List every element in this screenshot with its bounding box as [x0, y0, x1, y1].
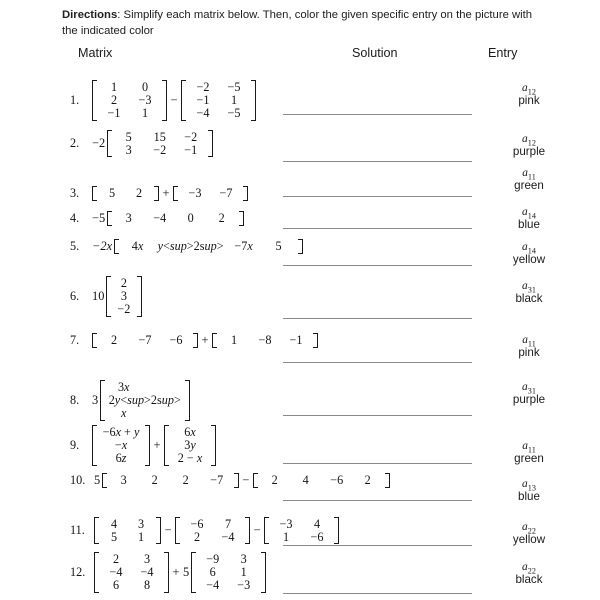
- right-bracket: [313, 333, 318, 347]
- matrix-bracket-group: [92, 333, 198, 347]
- scalar-multiplier: −2x: [92, 239, 113, 253]
- right-bracket: [211, 425, 216, 466]
- matrix-row: [99, 452, 144, 465]
- problem-row: [70, 80, 256, 121]
- entry-subscript-notation: $a_{31}$: [522, 280, 536, 295]
- matrix-cell: 2y<sup>2sup>: [108, 392, 181, 407]
- matrix-cell: 5: [110, 529, 118, 544]
- problem-expression: [92, 239, 303, 254]
- matrix-row: [197, 579, 259, 592]
- operator-symbol: −: [253, 523, 261, 538]
- matrix-row: [219, 334, 312, 347]
- problem-row: [70, 186, 248, 201]
- problem-expression: [92, 130, 213, 157]
- matrix-cell: −2: [117, 301, 131, 316]
- matrix-row: [112, 277, 135, 290]
- right-bracket: [162, 80, 167, 121]
- matrix-cell: 4x: [131, 238, 144, 253]
- matrix-cell: 5: [275, 238, 282, 253]
- matrix-cell: 2: [110, 332, 118, 347]
- entry-color-label: pink: [518, 94, 540, 107]
- directions-block: [62, 8, 540, 39]
- entry-subscript-notation: $a_{11}$: [522, 440, 536, 455]
- entry-color-label: green: [514, 452, 544, 465]
- matrix-row: [197, 566, 259, 579]
- matrix-row: [99, 334, 192, 347]
- matrix-cell: 1: [230, 332, 238, 347]
- entry-color-label: blue: [518, 218, 540, 231]
- matrix-row: [99, 187, 153, 200]
- right-bracket: [137, 276, 142, 317]
- entry-subscript-notation: $a_{13}$: [522, 478, 536, 493]
- entry-subscript-notation: $a_{14}$: [522, 241, 536, 256]
- matrix-cells: [97, 425, 145, 466]
- matrix-cells: [111, 276, 137, 317]
- matrix-cell: 0: [187, 210, 194, 225]
- matrix-row: [101, 553, 163, 566]
- matrix-bracket-group: [175, 517, 250, 544]
- matrix-cell: 2: [112, 551, 120, 566]
- entry-item: [470, 478, 588, 504]
- matrix-cells: [97, 333, 193, 347]
- operator-symbol: +: [153, 437, 161, 452]
- right-bracket: [298, 239, 303, 253]
- entry-item: [470, 82, 588, 108]
- matrix-cell: −1: [107, 105, 121, 120]
- solution-answer-line[interactable]: [283, 500, 472, 501]
- entry-item: [470, 241, 588, 267]
- problem-number: 2.: [70, 136, 80, 151]
- matrix-cell: −9: [206, 551, 220, 566]
- matrix-bracket-group: [102, 473, 239, 487]
- matrix-cells: [105, 380, 185, 421]
- matrix-row: [108, 474, 232, 487]
- matrix-cell: −4: [109, 564, 123, 579]
- matrix-cell: 2: [120, 275, 127, 290]
- matrix-cells: [186, 80, 251, 121]
- matrix-cell: −5: [227, 79, 241, 94]
- matrix-cell: −2: [184, 129, 198, 144]
- matrix-cell: −6: [310, 529, 324, 544]
- problem-expression: [94, 473, 390, 488]
- matrix-bracket-group: [173, 186, 248, 200]
- matrix-cell: 5: [108, 185, 116, 200]
- matrix-row: [188, 107, 250, 120]
- right-bracket: [145, 425, 150, 466]
- right-bracket: [156, 517, 161, 544]
- matrix-cell: 2: [151, 472, 158, 487]
- matrix-cell: −7: [210, 472, 224, 487]
- problem-row: [70, 333, 318, 348]
- matrix-cell: 2: [110, 92, 118, 107]
- problem-row: [70, 552, 266, 593]
- right-bracket: [164, 552, 169, 593]
- matrix-cells: [196, 552, 261, 593]
- matrix-cell: −4: [221, 529, 235, 544]
- matrix-cells: [269, 517, 334, 544]
- problem-expression: [92, 186, 248, 201]
- matrix-bracket-group: [92, 186, 159, 200]
- matrix-row: [171, 439, 210, 452]
- problem-number: 9.: [70, 437, 80, 452]
- entry-color-label: pink: [518, 346, 540, 359]
- operator-symbol: +: [162, 186, 170, 200]
- matrix-bracket-group: [212, 333, 318, 347]
- matrix-cells: [112, 211, 239, 225]
- matrix-row: [101, 566, 163, 579]
- matrix-cell: 3: [125, 210, 132, 225]
- solution-answer-line[interactable]: [283, 196, 472, 197]
- entry-subscript-notation: $a_{22}$: [522, 521, 536, 536]
- matrix-cell: 2: [135, 185, 143, 200]
- matrix-bracket-group: [264, 517, 339, 544]
- matrix-cells: [119, 239, 298, 253]
- matrix-row: [120, 240, 296, 253]
- entry-subscript-notation: $a_{11}$: [522, 167, 536, 182]
- scalar-multiplier: 5: [183, 564, 190, 579]
- matrix-cell: 1: [141, 105, 149, 120]
- matrix-cell: −3: [138, 92, 152, 107]
- matrix-bracket-group: [114, 239, 303, 253]
- matrix-cell: 8: [143, 577, 151, 592]
- problem-expression: [92, 333, 318, 348]
- matrix-cell: 7: [224, 516, 232, 531]
- matrix-cell: −6: [190, 516, 204, 531]
- matrix-row: [99, 81, 161, 94]
- right-bracket: [334, 517, 339, 544]
- matrix-row: [112, 290, 135, 303]
- problem-number: 4.: [70, 211, 80, 225]
- matrix-cell: 4: [313, 516, 321, 531]
- matrix-cell: 1: [110, 79, 118, 94]
- matrix-cell: 4: [110, 516, 118, 531]
- matrix-cell: 1: [282, 529, 290, 544]
- problem-row: [70, 130, 213, 157]
- matrix-bracket-group: [181, 80, 256, 121]
- problem-number: 5.: [70, 239, 80, 253]
- matrix-cell: 15: [153, 129, 166, 144]
- matrix-cell: 2 − x: [177, 450, 203, 465]
- problem-expression: [94, 552, 266, 593]
- matrix-row: [188, 94, 250, 107]
- matrix-cell: 1: [230, 92, 238, 107]
- problem-expression: [92, 276, 142, 317]
- problem-expression: [92, 380, 190, 421]
- solution-answer-line[interactable]: [283, 318, 472, 319]
- matrix-cell: x: [120, 405, 127, 420]
- matrix-cell: −3: [237, 577, 251, 592]
- entry-color-label: yellow: [512, 533, 546, 546]
- entry-subscript-notation: $a_{12}$: [522, 82, 536, 97]
- entry-item: [470, 561, 588, 587]
- problem-row: [70, 517, 339, 544]
- matrix-bracket-group: [191, 552, 266, 593]
- problem-row: [70, 380, 190, 421]
- matrix-bracket-group: [107, 211, 244, 225]
- column-header-entry: Entry: [488, 46, 518, 60]
- scalar-multiplier: −2: [92, 136, 106, 151]
- matrix-row: [99, 94, 161, 107]
- operator-symbol: +: [201, 333, 209, 347]
- matrix-cells: [107, 473, 234, 487]
- matrix-row: [188, 81, 250, 94]
- matrix-row: [271, 531, 333, 544]
- matrix-row: [171, 452, 210, 465]
- right-bracket: [208, 130, 213, 157]
- matrix-cell: −3: [279, 516, 293, 531]
- directions-label: Directions: [62, 9, 118, 21]
- entry-item: [470, 280, 588, 306]
- matrix-row: [101, 518, 155, 531]
- matrix-cell: −1: [196, 92, 210, 107]
- entry-item: [470, 133, 588, 159]
- matrix-bracket-group: [253, 473, 390, 487]
- problem-number: 1.: [70, 92, 80, 107]
- entry-subscript-notation: $a_{12}$: [522, 133, 536, 148]
- scalar-multiplier: 3: [92, 392, 99, 407]
- matrix-cell: −6: [169, 332, 183, 347]
- matrix-cells: [97, 186, 154, 200]
- entry-item: [470, 334, 588, 360]
- right-bracket: [245, 517, 250, 544]
- solution-answer-line[interactable]: [283, 593, 472, 594]
- matrix-cells: [258, 473, 385, 487]
- matrix-cell: −4: [196, 105, 210, 120]
- solution-answer-line[interactable]: [283, 265, 472, 266]
- matrix-cells: [178, 186, 243, 200]
- column-header-matrix: Matrix: [78, 46, 113, 60]
- problem-number: 7.: [70, 333, 80, 347]
- matrix-cell: −6: [330, 472, 344, 487]
- entry-color-label: blue: [518, 490, 540, 503]
- matrix-row: [271, 518, 333, 531]
- matrix-cell: 2: [182, 472, 189, 487]
- solution-answer-line[interactable]: [283, 228, 472, 229]
- matrix-row: [197, 553, 259, 566]
- right-bracket: [251, 80, 256, 121]
- matrix-cells: [169, 425, 211, 466]
- matrix-cells: [99, 552, 164, 593]
- problem-row: [70, 473, 390, 488]
- solution-answer-line[interactable]: [283, 362, 472, 363]
- operator-symbol: +: [172, 564, 180, 579]
- matrix-row: [182, 518, 244, 531]
- matrix-cell: 2: [364, 472, 371, 487]
- matrix-row: [101, 531, 155, 544]
- matrix-cell: −4: [153, 210, 167, 225]
- problem-number: 11.: [70, 523, 85, 538]
- problem-number: 8.: [70, 392, 80, 407]
- matrix-cells: [180, 517, 245, 544]
- entry-color-label: purple: [512, 145, 546, 158]
- solution-answer-line[interactable]: [283, 463, 472, 464]
- matrix-cell: −1: [289, 332, 303, 347]
- entry-item: [470, 381, 588, 407]
- problem-expression: [92, 211, 244, 226]
- matrix-cell: −1: [184, 142, 198, 157]
- matrix-row: [113, 212, 237, 225]
- entry-subscript-notation: $a_{14}$: [522, 206, 536, 221]
- problem-row: [70, 425, 216, 466]
- matrix-cell: −7x: [234, 238, 253, 253]
- entry-item: [470, 167, 588, 193]
- directions-text: Simplify each matrix below. Then, color the given specific entry on the picture with the indicated color: [62, 9, 533, 37]
- right-bracket: [154, 186, 159, 200]
- matrix-cells: [97, 80, 162, 121]
- operator-symbol: −: [242, 473, 250, 487]
- matrix-cell: 3y: [184, 437, 196, 452]
- matrix-cell: −7: [138, 332, 152, 347]
- matrix-row: [113, 131, 206, 144]
- problem-expression: [92, 425, 216, 466]
- matrix-cell: 6: [112, 577, 120, 592]
- matrix-row: [106, 394, 183, 407]
- matrix-row: [112, 303, 135, 316]
- matrix-cell: −3: [188, 185, 202, 200]
- matrix-cell: −5: [227, 105, 241, 120]
- right-bracket: [385, 473, 390, 487]
- matrix-cell: −2: [196, 79, 210, 94]
- scalar-multiplier: 10: [92, 288, 105, 303]
- matrix-row: [101, 579, 163, 592]
- right-bracket: [185, 380, 190, 421]
- matrix-cell: −x: [114, 437, 128, 452]
- matrix-cell: 3: [143, 551, 151, 566]
- matrix-cell: 6: [209, 564, 216, 579]
- problem-number: 3.: [70, 186, 80, 200]
- matrix-cell: 6z: [115, 450, 127, 465]
- matrix-bracket-group: [106, 276, 142, 317]
- entry-subscript-notation: $a_{31}$: [522, 381, 536, 396]
- matrix-bracket-group: [92, 425, 150, 466]
- problem-number: 10.: [70, 473, 86, 487]
- right-bracket: [193, 333, 198, 347]
- solution-answer-line[interactable]: [283, 161, 472, 162]
- matrix-cell: 2: [271, 472, 278, 487]
- matrix-row: [113, 144, 206, 157]
- matrix-cell: −7: [219, 185, 233, 200]
- entry-color-label: purple: [512, 393, 546, 406]
- entry-color-label: black: [515, 292, 543, 305]
- right-bracket: [243, 186, 248, 200]
- entry-color-label: black: [515, 573, 543, 586]
- matrix-cells: [99, 517, 156, 544]
- matrix-cell: y<sup>2sup>: [157, 238, 224, 253]
- matrix-row: [106, 407, 183, 420]
- matrix-bracket-group: [94, 517, 161, 544]
- problem-row: [70, 239, 303, 254]
- solution-answer-line[interactable]: [283, 114, 472, 115]
- matrix-cell: −4: [140, 564, 154, 579]
- matrix-cell: 3: [120, 288, 127, 303]
- right-bracket: [234, 473, 239, 487]
- problem-expression: [92, 80, 256, 121]
- matrix-bracket-group: [164, 425, 216, 466]
- directions-separator: :: [117, 9, 121, 21]
- matrix-cell: 1: [137, 529, 145, 544]
- matrix-row: [99, 107, 161, 120]
- matrix-cell: 4: [302, 472, 309, 487]
- right-bracket: [261, 552, 266, 593]
- entry-subscript-notation: $a_{11}$: [522, 334, 536, 349]
- matrix-row: [182, 531, 244, 544]
- entry-color-label: yellow: [512, 253, 546, 266]
- problem-row: [70, 276, 142, 317]
- scalar-multiplier: 5: [94, 473, 101, 487]
- problem-number: 12.: [70, 564, 86, 579]
- problem-number: 6.: [70, 288, 80, 303]
- matrix-cells: [112, 130, 208, 157]
- scalar-multiplier: −5: [92, 211, 106, 225]
- matrix-cell: −8: [258, 332, 272, 347]
- matrix-cell: −2: [153, 142, 167, 157]
- matrix-cell: −4: [206, 577, 220, 592]
- operator-symbol: −: [170, 92, 178, 107]
- right-bracket: [239, 211, 244, 225]
- matrix-bracket-group: [100, 380, 190, 421]
- matrix-bracket-group: [107, 130, 213, 157]
- matrix-cell: 3: [240, 551, 247, 566]
- problem-expression: [94, 517, 339, 544]
- matrix-cell: 1: [240, 564, 247, 579]
- matrix-cell: 2: [193, 529, 201, 544]
- matrix-cell: 3: [120, 472, 127, 487]
- entry-item: [470, 440, 588, 466]
- matrix-cell: −6x + y: [102, 424, 140, 439]
- matrix-row: [259, 474, 383, 487]
- matrix-cells: [217, 333, 313, 347]
- matrix-cell: 0: [141, 79, 149, 94]
- matrix-cell: 2: [218, 210, 225, 225]
- solution-answer-line[interactable]: [283, 415, 472, 416]
- matrix-bracket-group: [94, 552, 169, 593]
- matrix-cell: 3: [137, 516, 145, 531]
- entry-subscript-notation: $a_{22}$: [522, 561, 536, 576]
- matrix-row: [180, 187, 242, 200]
- matrix-bracket-group: [92, 80, 167, 121]
- solution-answer-line[interactable]: [283, 545, 472, 546]
- entry-item: [470, 521, 588, 547]
- matrix-cell: 6x: [184, 424, 196, 439]
- matrix-cell: 5: [125, 129, 132, 144]
- entry-item: [470, 206, 588, 232]
- entry-color-label: green: [514, 179, 544, 192]
- matrix-cell: 3x: [117, 379, 130, 394]
- problem-row: [70, 211, 244, 226]
- operator-symbol: −: [164, 523, 172, 538]
- matrix-cell: 3: [125, 142, 132, 157]
- column-header-solution: Solution: [352, 46, 398, 60]
